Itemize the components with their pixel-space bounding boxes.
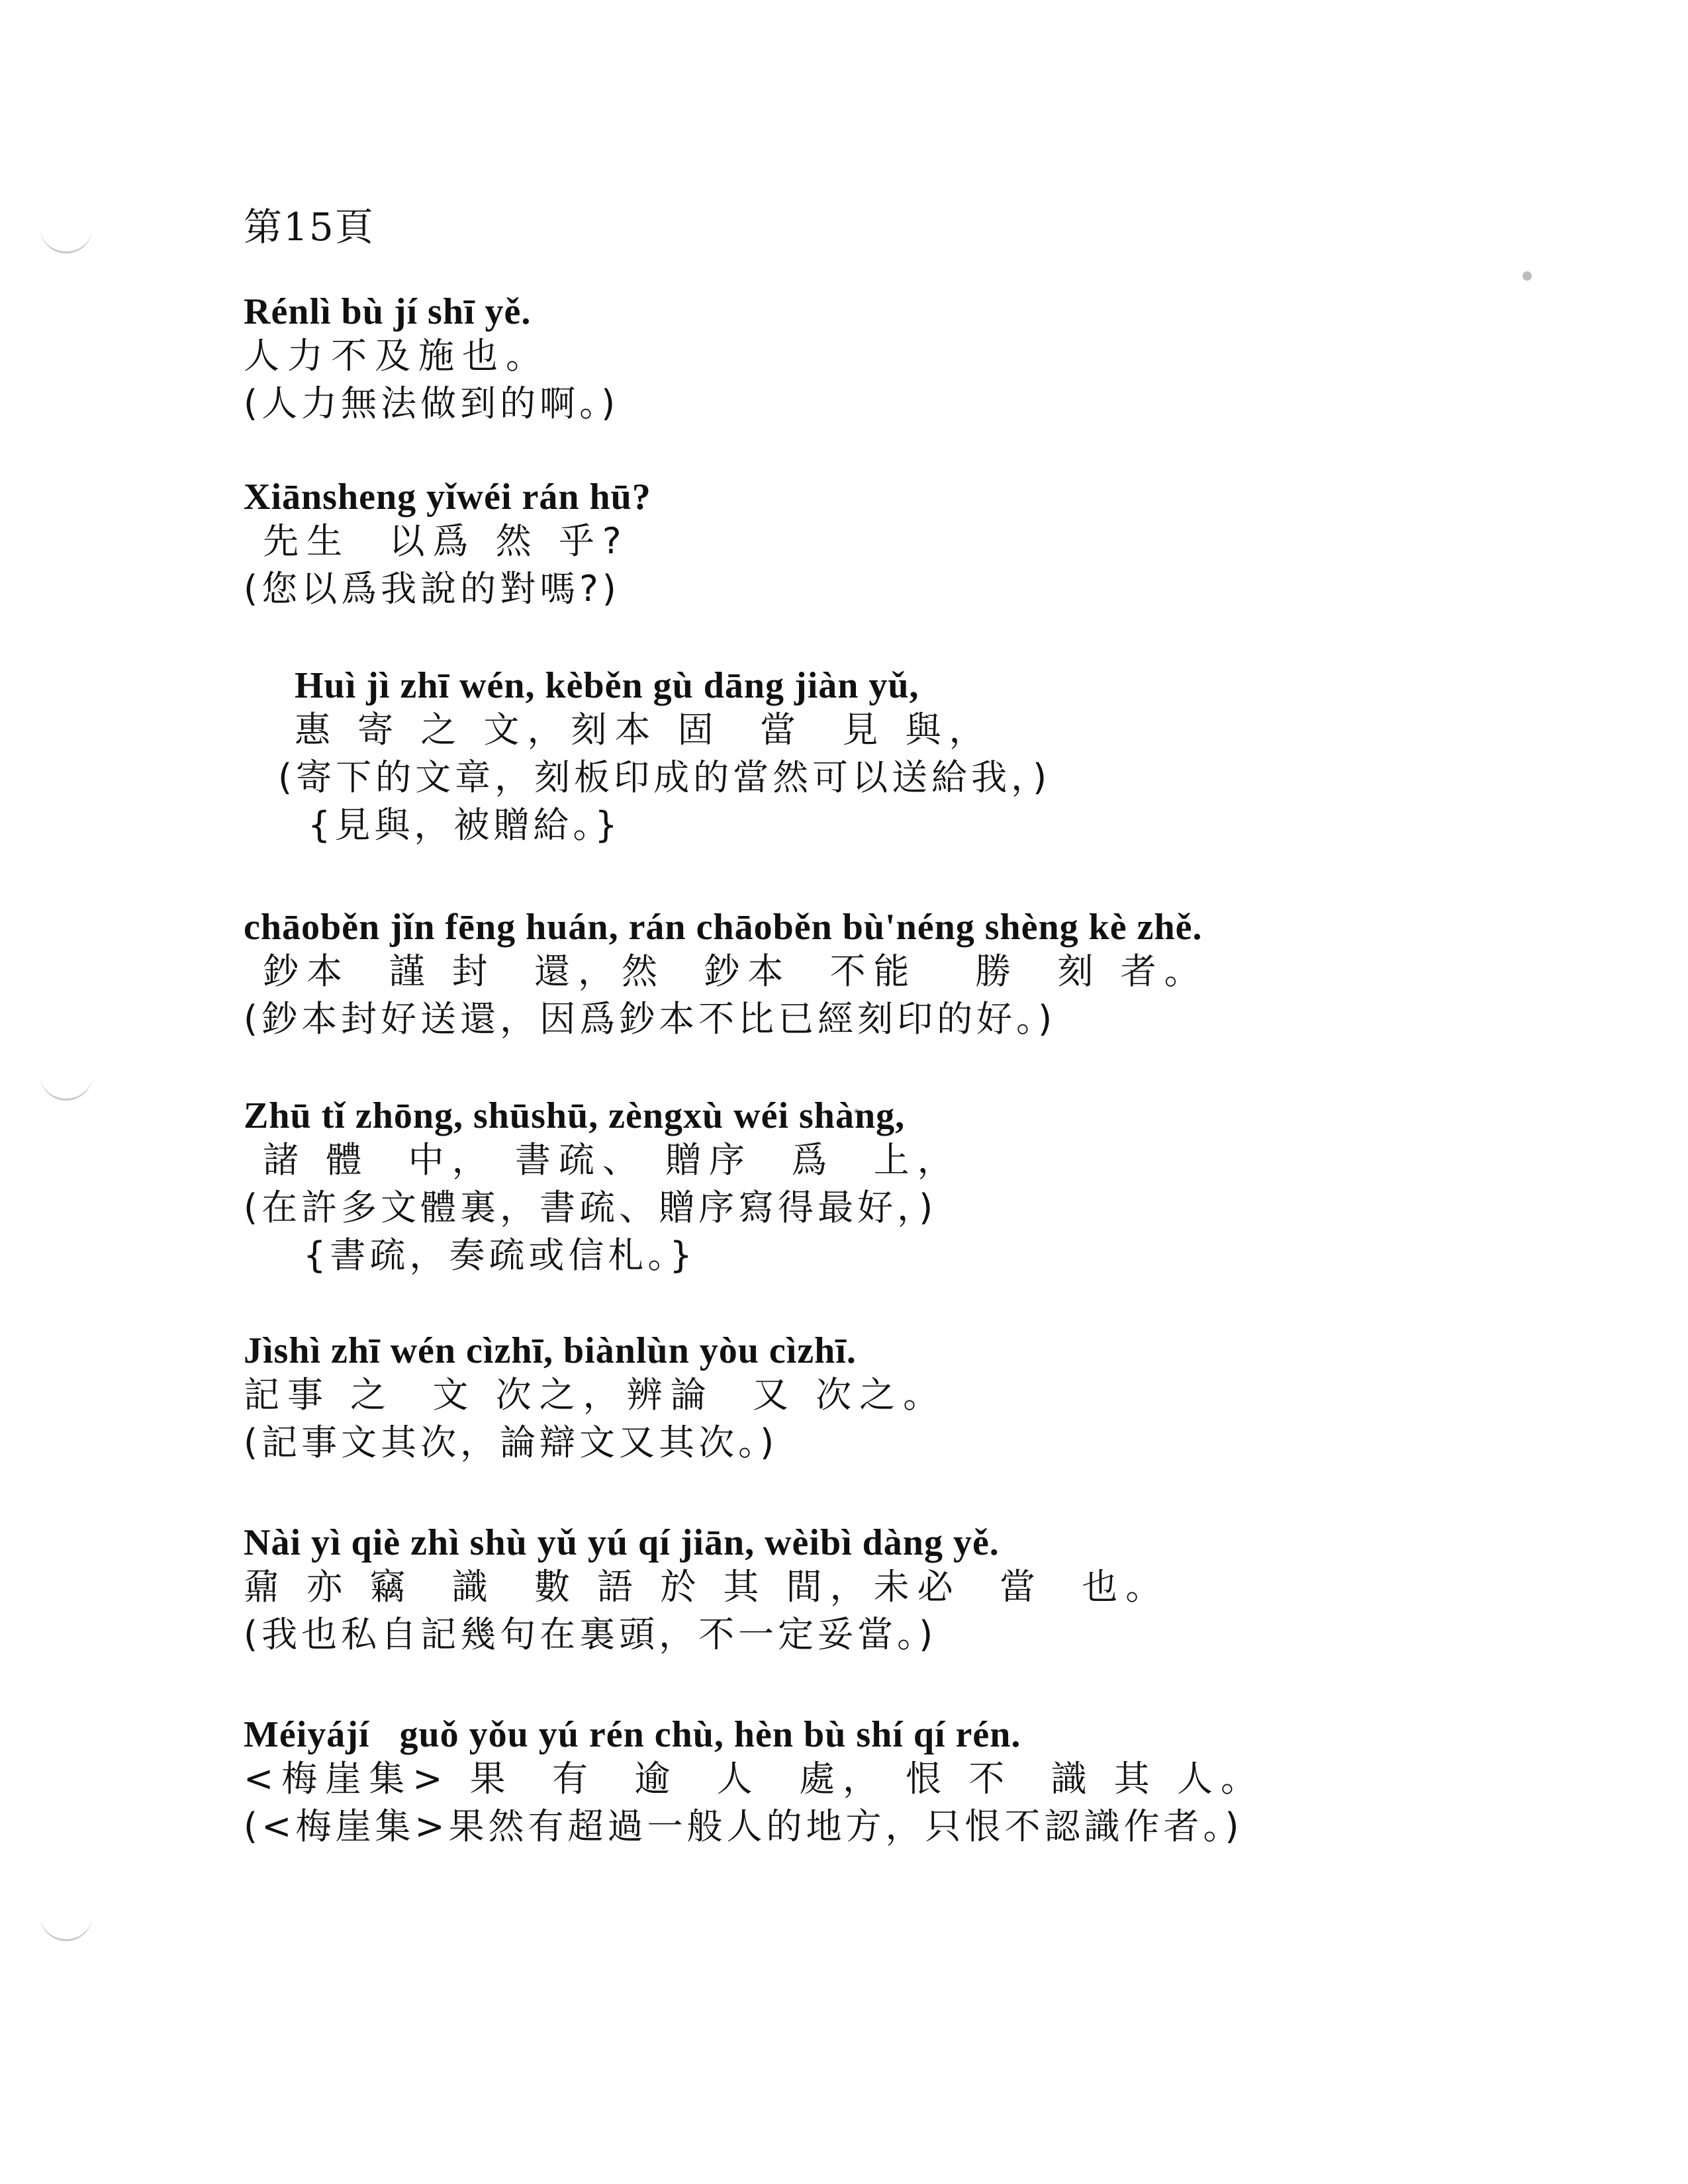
scan-speck (1523, 271, 1532, 281)
hanzi-line: 惠 寄 之 文，刻本 固 當 見 與， (295, 709, 993, 751)
entry-4 (244, 907, 1568, 1043)
pinyin-line: Rénlì bù jí shī yě. (244, 291, 532, 332)
entry-3 (278, 665, 1618, 849)
entry-2 (244, 477, 1568, 613)
gloss-line: (記事文其次，論辯文又其次。) (244, 1422, 778, 1463)
gloss-line: (人力無法做到的啊。) (244, 383, 620, 424)
entry-8 (244, 1714, 1568, 1850)
punch-hole-mark (40, 225, 93, 253)
pinyin-line: chāoběn jǐn fēng huán, rán chāoběn bù'néng shèng kè zhě. (244, 907, 1203, 948)
pinyin-line: Jìshì zhī wén cìzhī, biànlùn yòu cìzhī. (244, 1330, 857, 1371)
punch-hole-mark (40, 1913, 93, 1941)
entry-5 (244, 1095, 1568, 1279)
pinyin-line: Zhū tǐ zhōng, shūshū, zèngxù wéi shàng, (244, 1095, 906, 1136)
pinyin-line: Nài yì qiè zhì shù yǔ yú qí jiān, wèibì dàng yě. (244, 1522, 1000, 1563)
note-line: {見與，被贈給。} (308, 804, 622, 846)
entry-6 (244, 1330, 1568, 1467)
gloss-line: (您以爲我說的對嗎?) (244, 568, 620, 610)
pinyin-line: Xiānsheng yǐwéi rán hū? (244, 477, 651, 518)
entry-1 (244, 291, 1568, 428)
note-line: {書疏，奏疏或信札。} (303, 1234, 696, 1276)
gloss-line: (我也私自記幾句在裏頭，不一定妥當。) (244, 1614, 937, 1655)
gloss-line: (鈔本封好送還，因爲鈔本不比已經刻印的好。) (244, 998, 1056, 1040)
hanzi-line: 人力不及施也。 (244, 335, 549, 377)
pinyin-line: Huì jì zhī wén, kèběn gù dāng jiàn yǔ, (295, 665, 919, 706)
gloss-line: (寄下的文章，刻板印成的當然可以送給我，) (278, 756, 1051, 798)
entry-7 (244, 1522, 1568, 1659)
punch-hole-mark (40, 1072, 93, 1101)
hanzi-line: 記事 之 文 次之，辨論 又 次之。 (244, 1374, 947, 1416)
hanzi-line: 先生 以爲 然 乎? (244, 520, 630, 562)
page-title: 第15頁 (244, 205, 375, 250)
gloss-line: (<梅崖集>果然有超過一般人的地方，只恨不認識作者。) (244, 1805, 1243, 1847)
pinyin-line: Méiyájí guǒ yǒu yú rén chù, hèn bù shí qí rén. (244, 1714, 1021, 1755)
hanzi-line: 鼐 亦 竊 識 數 語 於 其 間，未必 當 也。 (244, 1566, 1170, 1608)
hanzi-line: <梅崖集> 果 有 逾 人 處， 恨 不 識 其 人。 (244, 1758, 1264, 1799)
gloss-line: (在許多文體裏，書疏、贈序寫得最好，) (244, 1187, 937, 1228)
hanzi-line: 諸 體 中， 書疏、 贈序 爲 上， (244, 1139, 961, 1181)
hanzi-line: 鈔本 謹 封 還，然 鈔本 不能 勝 刻 者。 (244, 950, 1208, 992)
